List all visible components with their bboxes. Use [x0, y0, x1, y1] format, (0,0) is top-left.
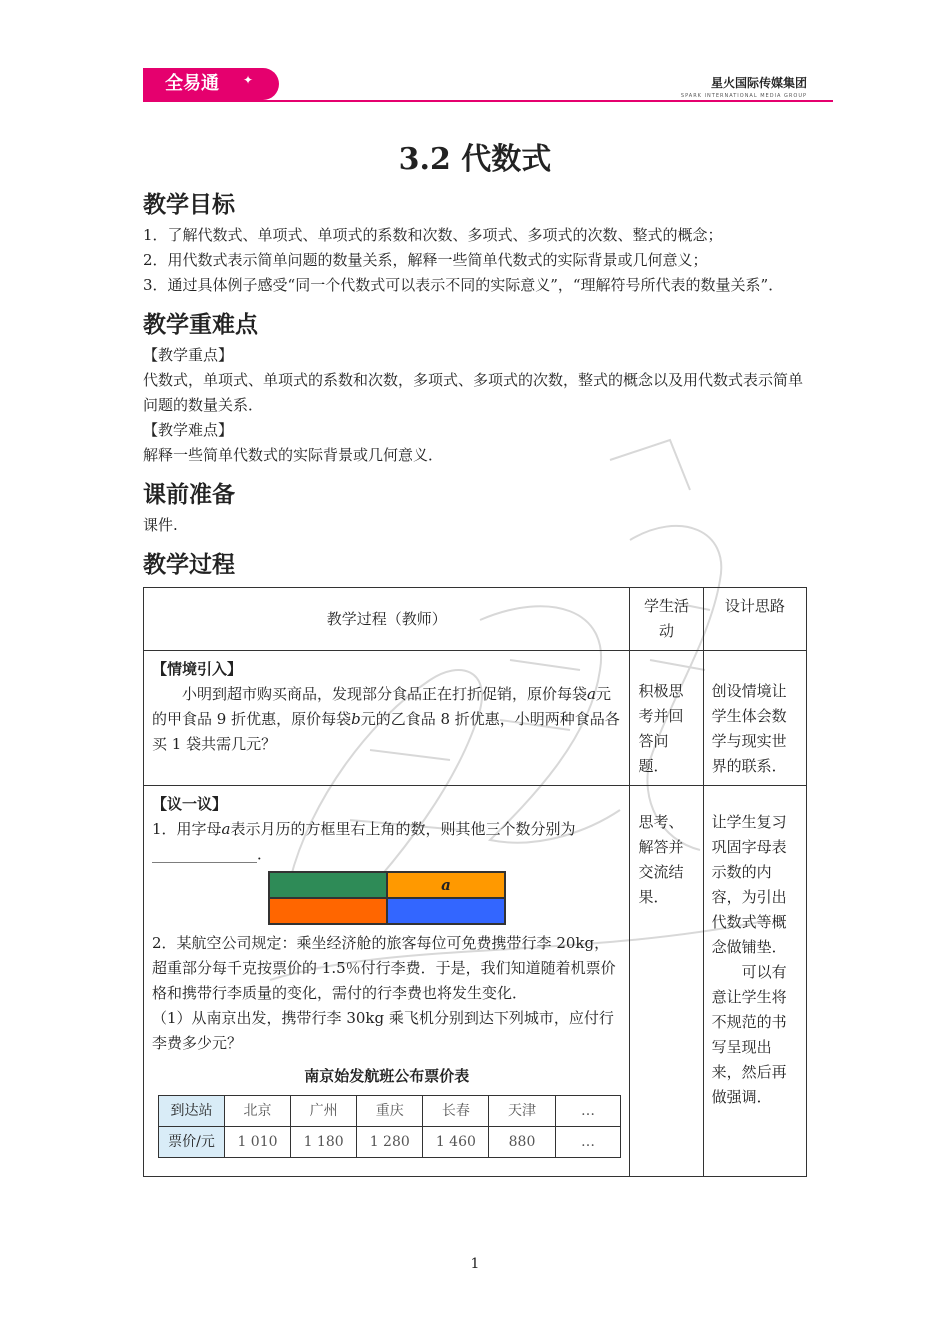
student-cell-discuss: 思考、解答并交流结果． — [630, 786, 703, 1177]
grid-cell-top-left — [269, 872, 387, 898]
fare-header-cell: 到达站 — [159, 1096, 225, 1127]
page-title: 3.2 代数式 — [398, 142, 552, 177]
fare-table-caption: 南京始发航班公布票价表 — [304, 1067, 470, 1085]
fare-header-cell: 重庆 — [357, 1096, 423, 1127]
teacher-cell-discuss — [144, 786, 630, 1177]
fare-row-price — [159, 1127, 621, 1158]
fare-price-cell: 票价/元 — [159, 1127, 225, 1158]
fare-price-cell: 880 — [489, 1127, 555, 1158]
grid-row — [269, 898, 505, 924]
question-1-part-a: 1．用字母 — [152, 820, 222, 838]
grid-cell-top-right: a — [387, 872, 505, 898]
header-divider — [143, 100, 833, 102]
fare-price-cell: 1 180 — [291, 1127, 357, 1158]
student-cell-intro: 积极思考并回答问题． — [630, 651, 703, 786]
section-heading-key-points: 教学重难点 — [143, 312, 258, 338]
page-number: 1 — [470, 1256, 480, 1272]
grid-cell-bottom-right — [387, 898, 505, 924]
fare-header-cell: … — [555, 1096, 621, 1127]
publisher-name-en: SPARK INTERNATIONAL MEDIA GROUP — [680, 93, 807, 99]
process-table-row — [144, 786, 807, 1177]
variable-b: b — [351, 710, 361, 728]
fare-price-cell: … — [555, 1127, 621, 1158]
intro-text-part-b: 元的甲食品 9 折优惠，原价每袋 — [152, 685, 611, 728]
question-2: 2．某航空公司规定：乘坐经济舱的旅客每位可免费携带行李 20kg，超重部分每千克按票价的 1.5％付行李费．于是，我们知道随着机票价格和携带行李质量的变化，需付的行李费也将发生变化． — [152, 934, 616, 1002]
section-heading-goals: 教学目标 — [143, 192, 235, 218]
process-table — [143, 587, 807, 1177]
teacher-cell-intro — [144, 651, 630, 786]
difficulty-text: 解释一些简单代数式的实际背景或几何意义． — [143, 446, 444, 464]
intro-text-part-a: 小明到超市购买商品，发现部分食品正在打折促销，原价每袋 — [182, 685, 588, 703]
process-table-row — [144, 651, 807, 786]
fare-header-cell: 广州 — [291, 1096, 357, 1127]
calendar-grid — [268, 871, 506, 925]
focus-label: 【教学重点】 — [143, 346, 234, 364]
prep-text: 课件. — [143, 516, 178, 534]
grid-cell-bottom-left — [269, 898, 387, 924]
design-note-1: 让学生复习巩固字母表示数的内容，为引出代数式等概念做铺垫． — [711, 813, 787, 956]
fare-price-cell: 1 010 — [224, 1127, 290, 1158]
grid-row — [269, 872, 505, 898]
goal-item-1: 1．了解代数式、单项式、单项式的系数和次数、多项式、多项式的次数、整式的概念； — [143, 226, 723, 244]
fare-table — [158, 1095, 621, 1158]
fare-header-cell: 北京 — [224, 1096, 290, 1127]
fare-price-cell: 1 280 — [357, 1127, 423, 1158]
intro-tag: 【情境引入】 — [152, 660, 243, 678]
goal-item-2: 2．用代数式表示简单问题的数量关系，解释一些简单代数式的实际背景或几何意义； — [143, 251, 708, 269]
question-2-sub-1: （1）从南京出发，携带行李 30kg 乘飞机分别到达下列城市，应付行李费多少元？ — [152, 1009, 614, 1052]
section-heading-process: 教学过程 — [143, 552, 235, 578]
intro-text — [152, 682, 621, 757]
brand-logo — [143, 68, 279, 100]
variable-a: a — [587, 685, 596, 703]
publisher-name: 星火国际传媒集团 — [710, 76, 807, 90]
design-note-2: 可以有意让学生将不规范的书写呈现出来，然后再做强调． — [711, 963, 787, 1106]
publisher-logo — [681, 74, 807, 99]
question-1 — [152, 817, 621, 867]
column-header-student: 学生活动 — [630, 588, 703, 651]
question-1-part-b: 表示月历的方框里右上角的数，则其他三个数分别为______________． — [152, 820, 576, 863]
section-heading-prep: 课前准备 — [143, 482, 235, 508]
design-cell-intro: 创设情境让学生体会数学与现实世界的联系． — [703, 651, 806, 786]
sparkle-icon: ✦ — [242, 73, 253, 87]
fare-header-cell: 长春 — [423, 1096, 489, 1127]
page-header — [0, 0, 950, 104]
column-header-design: 设计思路 — [703, 588, 806, 651]
variable-a: a — [221, 820, 231, 838]
column-header-teacher: 教学过程（教师） — [144, 588, 630, 651]
process-table-header-row — [144, 588, 807, 651]
fare-price-cell: 1 460 — [423, 1127, 489, 1158]
intro-text-part-c: 元的乙食品 8 折优惠，小明两种食品各买 1 袋共需几元？ — [152, 710, 620, 753]
focus-text: 代数式，单项式、单项式的系数和次数，多项式、多项式的次数，整式的概念以及用代数式表示简单问题的数量关系． — [143, 371, 804, 414]
fare-row-destination — [159, 1096, 621, 1127]
fare-header-cell: 天津 — [489, 1096, 555, 1127]
discuss-tag: 【议一议】 — [152, 795, 228, 813]
goal-item-3: 3．通过具体例子感受“同一个代数式可以表示不同的实际意义”，“理解符号所代表的数量关系”． — [143, 276, 784, 294]
difficulty-label: 【教学难点】 — [143, 421, 234, 439]
document-body — [143, 112, 807, 1177]
brand-logo-text: 全易通 — [165, 73, 219, 94]
design-cell-discuss — [703, 786, 806, 1177]
